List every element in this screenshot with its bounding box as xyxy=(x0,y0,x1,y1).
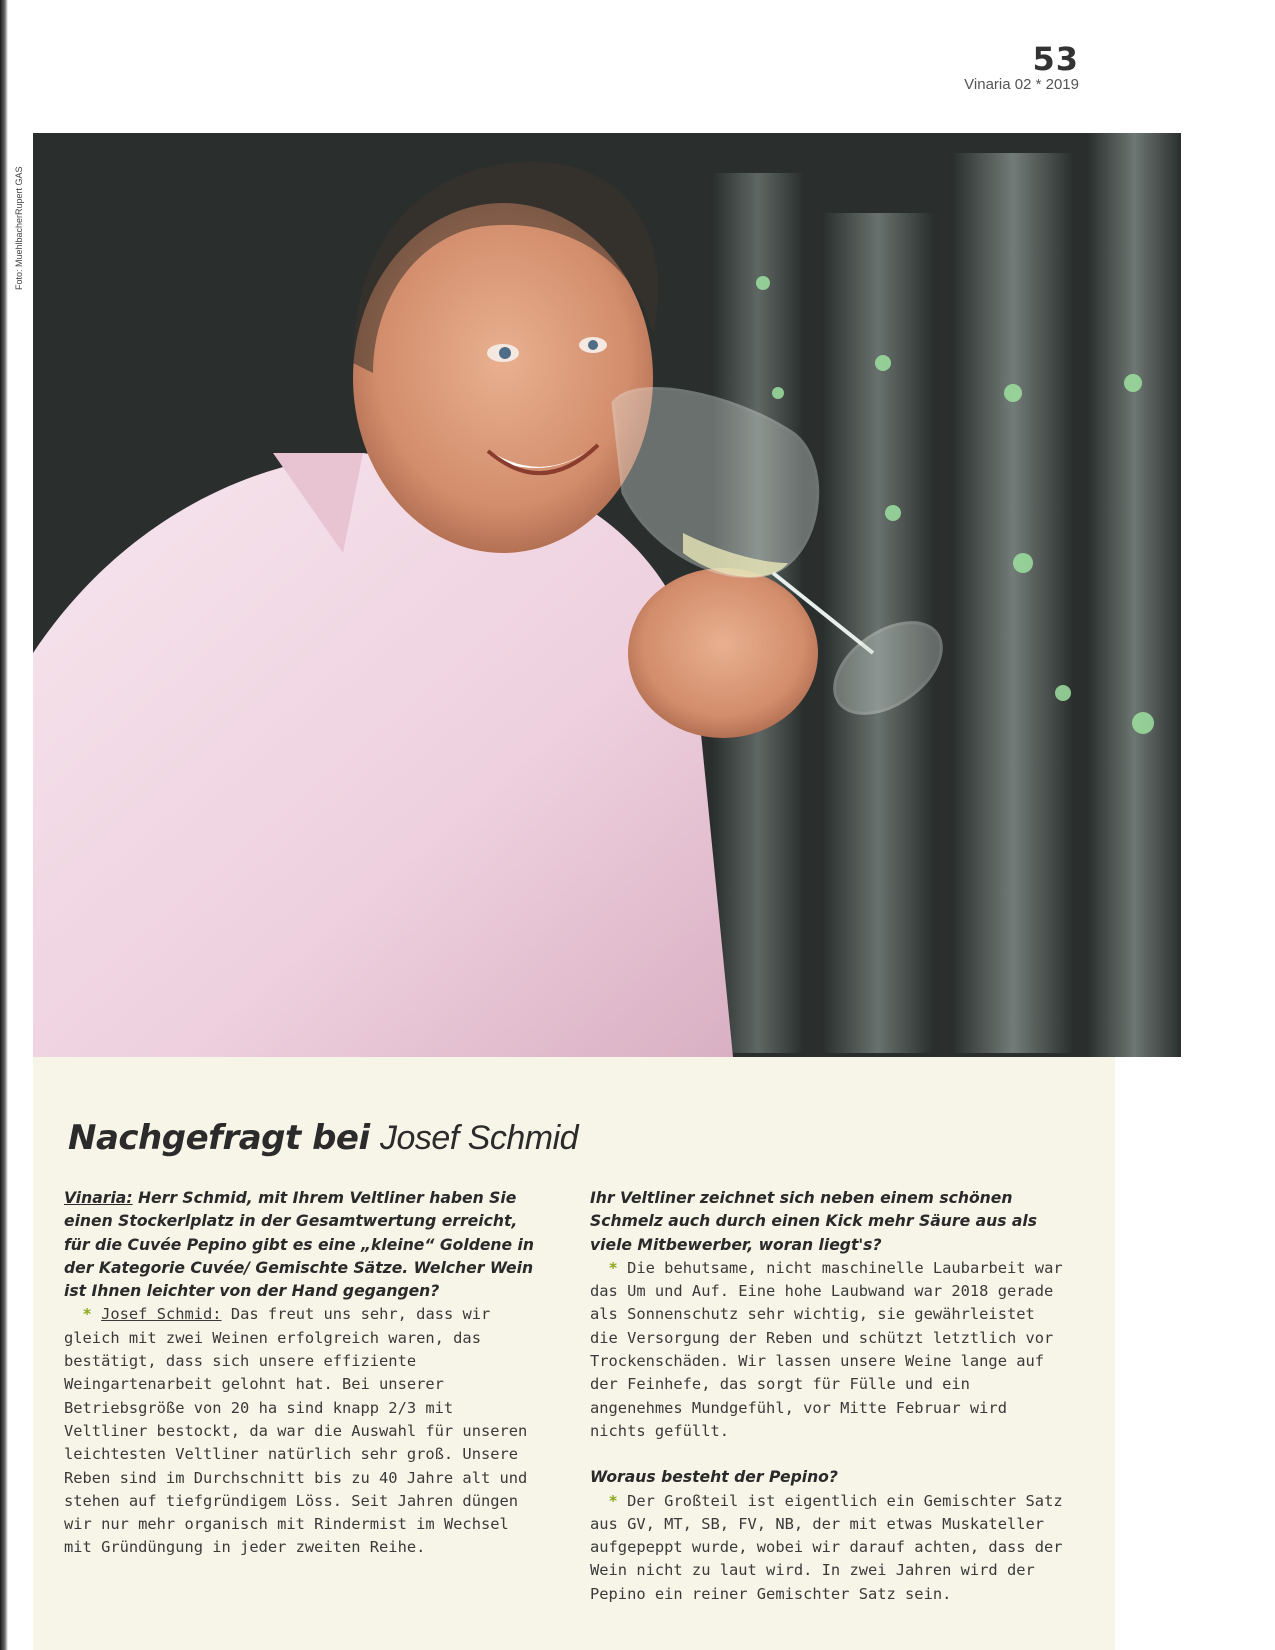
question-3: Woraus besteht der Pepino? xyxy=(590,1468,838,1487)
answer-3-text: Der Großteil ist eigentlich ein Gemischter Satz aus GV, MT, SB, FV, NB, der mit etwas Muskateller aufgepeppt wurde, wobei wir darauf achten, dass der Wein nicht zu laut wird. In zwei Jahren wird der Pepino ein reiner Gemischter Satz sein. xyxy=(590,1491,1063,1603)
photo-credit: Foto: MuehlbacherRupert GAS xyxy=(14,166,24,290)
portrait-photo xyxy=(33,133,1181,1057)
bullet-icon: * xyxy=(608,1491,618,1510)
answer-1-text: Das freut uns sehr, dass wir gleich mit zwei Weinen erfolgreich waren, das bestätigt, dass sich unsere effiziente Weingartenarbeit gelohnt hat. Bei unserer Betriebsgröße von 20 ha sind knapp 2/3 mit Veltliner bestockt, da war die Auswahl für unseren leichtesten Veltliner natürlich sehr groß. Unsere Reben sind im Durchschnitt bis zu 40 Jahre alt und stehen auf tiefgründigem Löss. Seit Jahren düngen wir nur mehr organisch mit Rindermist im Wechsel mit Gründüngung in jeder zweiten Reihe. xyxy=(64,1305,528,1557)
scan-edge xyxy=(0,0,8,1650)
page-number: 53 xyxy=(1032,40,1079,78)
answer-1-label: Josef Schmid: xyxy=(101,1305,222,1324)
article-title xyxy=(68,1118,578,1158)
portrait-illustration xyxy=(33,133,1181,1057)
question-1-label: Vinaria: xyxy=(64,1189,133,1207)
bullet-icon: * xyxy=(608,1258,618,1277)
question-1-text: Herr Schmid, mit Ihrem Veltliner haben Sie einen Stockerlplatz in der Gesamtwertung erreicht, für die Cuvée Pepino gibt es eine „kleine“ Goldene in der Kategorie Cuvée/ Gemischte Sätze. Welcher Wein ist Ihnen leichter von der Hand gegangen? xyxy=(64,1189,534,1301)
answer-2-text: Die behutsame, nicht maschinelle Laubarbeit war das Um und Auf. Eine hohe Laubwand war 2018 gerade als Sonnenschutz sehr wichtig, sie gewährleistet die Versorgung der Reben und schützt letztlich vor Trockenschäden. Wir lassen unsere Weine lange auf der Feinhefe, das sorgt für Fülle und ein angenehmes Mundgefühl, vor Mitte Februar wird nichts gefüllt. xyxy=(590,1258,1063,1440)
answer-3 xyxy=(590,1490,1070,1606)
title-name: Josef Schmid xyxy=(379,1119,579,1157)
answer-1 xyxy=(64,1303,544,1559)
column-right xyxy=(590,1187,1070,1606)
title-bold: Nachgefragt bei xyxy=(68,1118,370,1158)
question-2: Ihr Veltliner zeichnet sich neben einem schönen Schmelz auch durch einen Kick mehr Säure aus als viele Mitbewerber, woran liegt's? xyxy=(590,1189,1038,1254)
question-1 xyxy=(64,1187,544,1303)
issue-label: Vinaria 02 * 2019 xyxy=(964,76,1079,93)
bullet-icon: * xyxy=(82,1305,92,1324)
answer-2 xyxy=(590,1257,1070,1443)
column-left xyxy=(64,1187,544,1560)
